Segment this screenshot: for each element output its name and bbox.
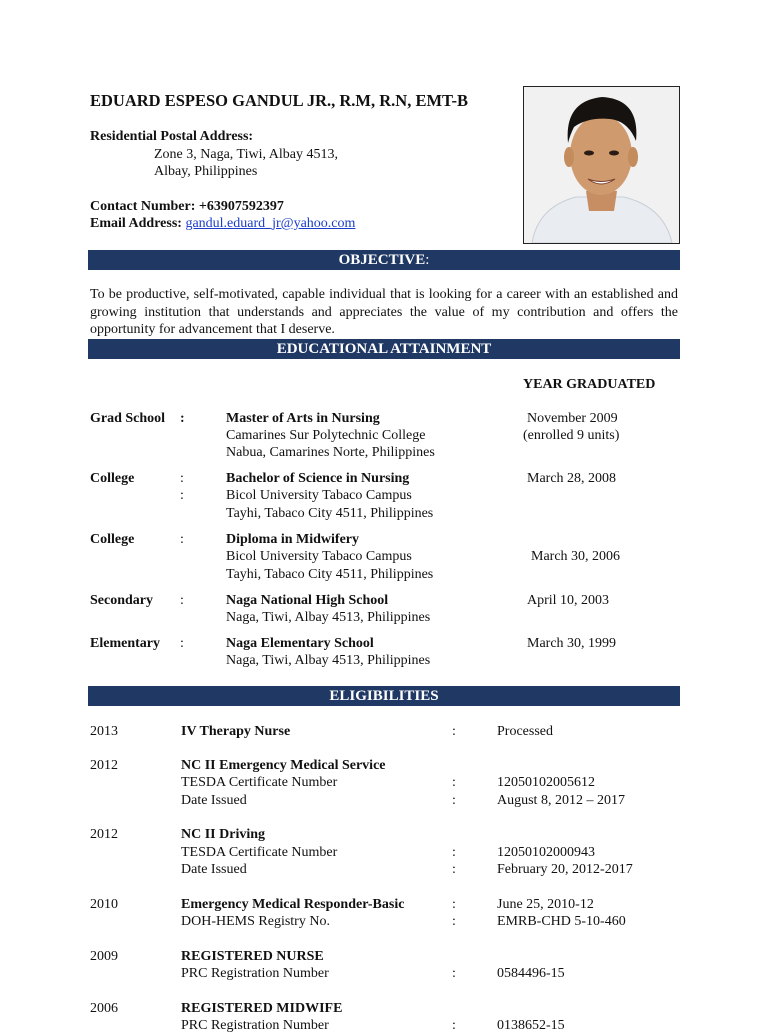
edu-colon: :	[180, 471, 184, 486]
edu-degree: Bachelor of Science in Nursing	[226, 471, 410, 486]
email-label: Email Address:	[90, 216, 182, 231]
elig-value: 0138652-15	[497, 1018, 565, 1033]
elig-title: NC II Emergency Medical Service	[181, 758, 386, 773]
elig-value: June 25, 2010-12	[497, 897, 594, 912]
elig-year: 2012	[90, 827, 118, 842]
edu-degree: Master of Arts in Nursing	[226, 411, 380, 426]
elig-label: PRC Registration Number	[181, 1018, 329, 1033]
edu-year: November 2009	[527, 411, 618, 426]
elig-colon: :	[452, 897, 456, 912]
objective-text: To be productive, self-motivated, capable individual that is looking for a career with an established and growing institution that understands and appreciates the value of my contribution and offers the opportunity for advancement that I deserve.	[90, 287, 678, 337]
edu-colon: :	[180, 411, 185, 426]
email-link[interactable]: gandul.eduard_jr@yahoo.com	[185, 216, 356, 231]
edu-year: April 10, 2003	[527, 593, 610, 608]
applicant-name: EDUARD ESPESO GANDUL JR., R.M, R.N, EMT-B	[90, 91, 469, 110]
contact-number: Contact Number: +63907592397	[90, 199, 284, 214]
edu-school: Bicol University Tabaco Campus	[226, 488, 412, 503]
edu-location: Nabua, Camarines Norte, Philippines	[226, 445, 435, 460]
address-label: Residential Postal Address:	[90, 129, 254, 144]
edu-level: Grad School	[90, 411, 166, 426]
edu-level: College	[90, 471, 135, 486]
elig-value: Processed	[497, 724, 553, 739]
address-line-1: Zone 3, Naga, Tiwi, Albay 4513,	[154, 147, 338, 162]
elig-colon: :	[452, 775, 456, 790]
elig-title: REGISTERED MIDWIFE	[181, 1001, 343, 1016]
elig-label: DOH-HEMS Registry No.	[181, 914, 330, 929]
person-photo-icon	[524, 87, 679, 243]
edu-level: Secondary	[90, 593, 153, 608]
edu-location: Tayhi, Tabaco City 4511, Philippines	[226, 567, 434, 582]
elig-year: 2010	[90, 897, 118, 912]
edu-colon: :	[180, 532, 184, 547]
edu-location: Tayhi, Tabaco City 4511, Philippines	[226, 506, 434, 521]
elig-colon: :	[452, 793, 456, 808]
edu-level: College	[90, 532, 135, 547]
edu-year: March 28, 2008	[527, 471, 617, 486]
elig-colon: :	[452, 845, 456, 860]
edu-year: March 30, 2006	[531, 549, 621, 564]
edu-colon: :	[180, 593, 184, 608]
elig-value: 12050102000943	[497, 845, 595, 860]
edu-location: Naga, Tiwi, Albay 4513, Philippines	[226, 653, 431, 668]
edu-location: Naga, Tiwi, Albay 4513, Philippines	[226, 610, 431, 625]
edu-level: Elementary	[90, 636, 160, 651]
elig-value: 0584496-15	[497, 966, 565, 981]
education-section-header: EDUCATIONAL ATTAINMENT	[88, 339, 680, 359]
edu-note: (enrolled 9 units)	[523, 428, 620, 443]
edu-school: Bicol University Tabaco Campus	[226, 549, 412, 564]
elig-label: PRC Registration Number	[181, 966, 329, 981]
objective-section-header: OBJECTIVE:	[88, 250, 680, 270]
elig-label: TESDA Certificate Number	[181, 775, 338, 790]
elig-title: REGISTERED NURSE	[181, 949, 324, 964]
elig-year: 2012	[90, 758, 118, 773]
elig-label: TESDA Certificate Number	[181, 845, 338, 860]
elig-year: 2013	[90, 724, 118, 739]
profile-photo	[523, 86, 680, 244]
elig-value: August 8, 2012 – 2017	[497, 793, 625, 808]
edu-colon: :	[180, 636, 184, 651]
address-line-2: Albay, Philippines	[154, 164, 258, 179]
elig-title: Emergency Medical Responder-Basic	[181, 897, 405, 912]
elig-label: Date Issued	[181, 862, 247, 877]
elig-title: IV Therapy Nurse	[181, 724, 291, 739]
elig-colon: :	[452, 724, 456, 739]
elig-value: 12050102005612	[497, 775, 595, 790]
edu-school: Camarines Sur Polytechnic College	[226, 428, 426, 443]
elig-title: NC II Driving	[181, 827, 266, 842]
elig-year: 2009	[90, 949, 118, 964]
year-graduated-header: YEAR GRADUATED	[523, 377, 656, 392]
elig-value: EMRB-CHD 5-10-460	[497, 914, 626, 929]
elig-value: February 20, 2012-2017	[497, 862, 633, 877]
edu-colon: :	[180, 488, 184, 503]
elig-colon: :	[452, 914, 456, 929]
edu-year: March 30, 1999	[527, 636, 617, 651]
elig-year: 2006	[90, 1001, 118, 1016]
edu-school: Naga Elementary School	[226, 636, 374, 651]
edu-school: Naga National High School	[226, 593, 389, 608]
elig-colon: :	[452, 966, 456, 981]
edu-degree: Diploma in Midwifery	[226, 532, 359, 547]
elig-label: Date Issued	[181, 793, 247, 808]
email-row	[90, 215, 355, 232]
eligibilities-section-header: ELIGIBILITIES	[88, 686, 680, 706]
elig-colon: :	[452, 862, 456, 877]
elig-colon: :	[452, 1018, 456, 1033]
